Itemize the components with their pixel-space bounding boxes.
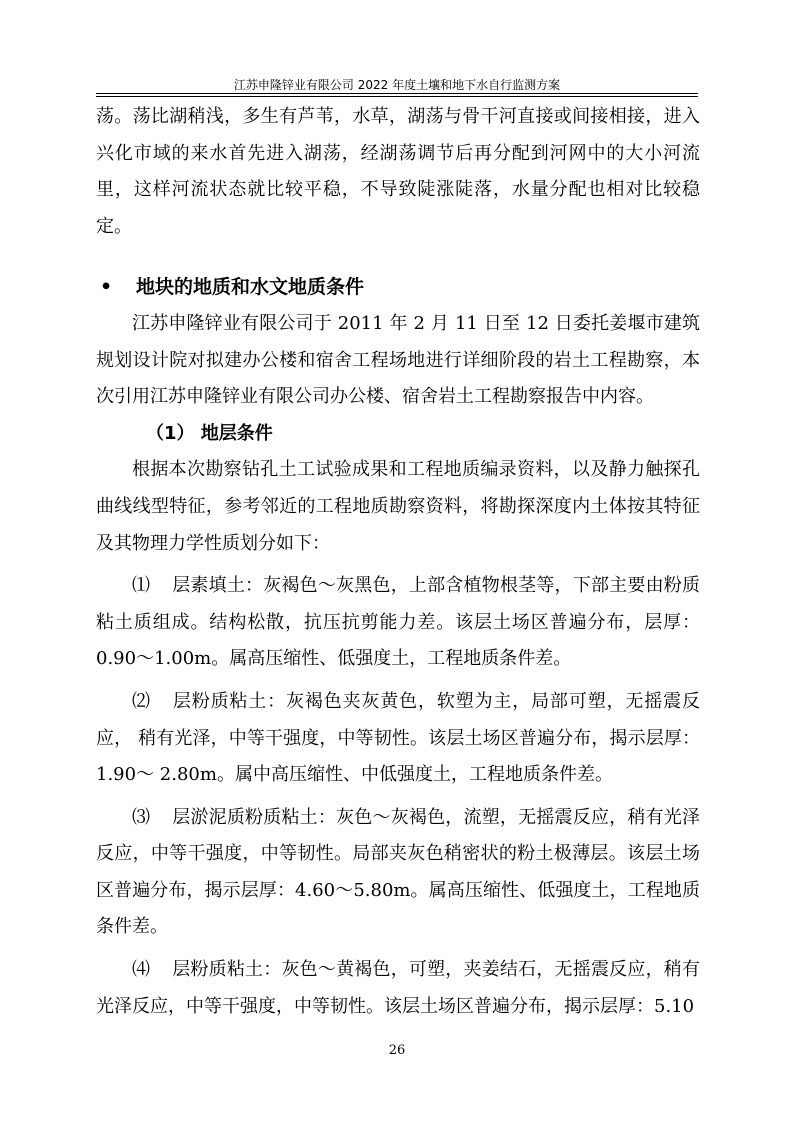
subsection-heading: （1） 地层条件 [146,422,273,444]
layer-item-1 [96,568,700,678]
page-body [96,99,700,1025]
page-number: 26 [388,1043,406,1058]
layer-text: 层素填土：灰褐色～灰黑色，上部含植物根茎等，下部主要由粉质粘土质组成。结构松散，抗压抗剪能力差。该层土场区普遍分布，层厚： 0.90～1.00m。属高压缩性、低强度土，工程地质条件差。 [96,575,700,670]
header-rule-thin [96,96,698,97]
section-title: 地块的地质和水文地质条件 [136,276,365,299]
layer-text: 层粉质粘土：灰褐色夹灰黄色，软塑为主，局部可塑，无摇震反应， 稍有光泽，中等干强度，中等韧性。该层土场区普遍分布，揭示层厚：1.90～ 2.80m。属中高压缩性、中低强度土，工程地质条件差。 [96,690,700,786]
layer-text: 层淤泥质粉质粘土：灰色～灰褐色，流塑，无摇震反应，稍有光泽反应，中等干强度，中等韧性。局部夹灰色稍密状的粉土极薄层。该层土场区普遍分布，揭示层厚：4.60～5.80m。属高压缩性、低强度土，工程地质条件差。 [96,806,700,938]
header-rule [96,93,698,94]
layer-text: 层粉质粘土：灰色～黄褐色，可塑，夹姜结石，无摇震反应，稍有光泽反应，中等干强度，中等韧性。该层土场区普遍分布，揭示层厚：5.10 [96,959,700,1017]
section-heading [96,269,700,306]
layer-item-2 [96,684,700,794]
layer-item-3 [96,800,700,946]
layer-number: ⑵ [132,690,150,712]
layer-number: ⑴ [132,575,150,597]
running-header: 江苏申隆锌业有限公司 2022 年度土壤和地下水自行监测方案 [233,78,561,92]
subsection-paragraph: 根据本次勘察钻孔土工试验成果和工程地质编录资料，以及静力触探孔曲线线型特征，参考邻近的工程地质勘察资料，将勘探深度内土体按其特征及其物理力学性质划分如下： [96,459,700,554]
layer-item-4 [96,952,700,1025]
layer-number: ⑷ [132,959,150,981]
intro-paragraph: 荡。荡比湖稍浅，多生有芦苇，水草，湖荡与骨干河直接或间接相接，进入兴化市域的来水首先进入湖荡，经湖荡调节后再分配到河网中的大小河流里，这样河流状态就比较平稳，不导致陡涨陡落，水量分配也相对比较稳定。 [96,106,700,237]
section-paragraph: 江苏申隆锌业有限公司于 2011 年 2 月 11 日至 12 日委托姜堰市建筑规划设计院对拟建办公楼和宿舍工程场地进行详细阶段的岩土工程勘察，本次引用江苏申隆锌业有限公司办公楼、宿舍岩土工程勘察报告中内容。 [96,312,700,408]
layer-number: ⑶ [132,806,150,828]
bullet-icon: • [100,276,113,299]
